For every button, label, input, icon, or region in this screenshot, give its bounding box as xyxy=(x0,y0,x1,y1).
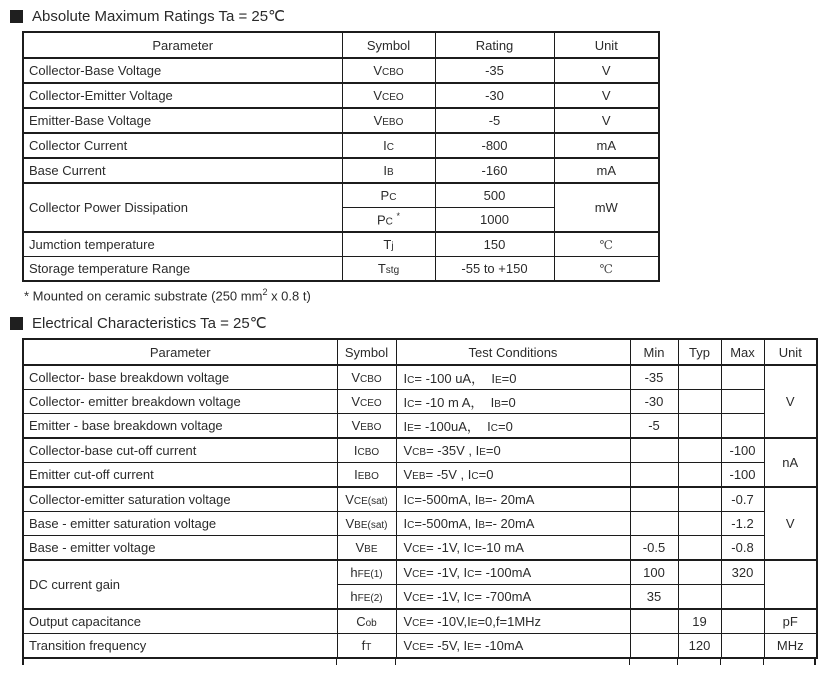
typ-cell xyxy=(678,365,721,390)
param-cell: Collector- emitter breakdown voltage xyxy=(23,390,337,414)
max-cell: -100 xyxy=(721,438,764,463)
min-cell: 35 xyxy=(630,585,678,610)
symbol-cell: IEBO xyxy=(337,463,396,488)
param-cell: Collector-Emitter Voltage xyxy=(23,83,342,108)
max-cell xyxy=(721,414,764,439)
col-header-unit: Unit xyxy=(554,32,659,58)
min-cell: -35 xyxy=(630,365,678,390)
col-header-typ: Typ xyxy=(678,339,721,365)
conditions-cell: VCE= -1V, IC=-10 mA xyxy=(396,536,630,561)
table-row xyxy=(23,536,817,561)
col-header-test-conditions: Test Conditions xyxy=(396,339,630,365)
table-row xyxy=(23,634,817,659)
unit-cell: V xyxy=(764,487,817,560)
param-cell: Transition frequency xyxy=(23,634,337,659)
symbol-cell: VCEO xyxy=(342,83,435,108)
param-cell: Base Current xyxy=(23,158,342,183)
table-row xyxy=(23,414,817,439)
param-cell: Base - emitter voltage xyxy=(23,536,337,561)
param-cell: Collector-Base Voltage xyxy=(23,58,342,83)
amr-section-title xyxy=(10,7,818,25)
absolute-maximum-ratings-table xyxy=(22,31,660,282)
electrical-characteristics-table xyxy=(22,338,818,659)
col-header-symbol: Symbol xyxy=(337,339,396,365)
min-cell xyxy=(630,438,678,463)
ec-title-text: Electrical Characteristics Ta = 25℃ xyxy=(32,315,267,333)
symbol-cell: IC xyxy=(342,133,435,158)
table-row xyxy=(23,83,659,108)
table-row xyxy=(23,390,817,414)
table-row xyxy=(23,463,817,488)
symbol-cell: VCEO xyxy=(337,390,396,414)
unit-cell: ℃ xyxy=(554,257,659,282)
typ-cell xyxy=(678,390,721,414)
conditions-cell: IE= -100uA， IC=0 xyxy=(396,414,630,439)
col-header-parameter: Parameter xyxy=(23,339,337,365)
symbol-cell: fT xyxy=(337,634,396,659)
conditions-cell: VCB= -35V , IE=0 xyxy=(396,438,630,463)
table-row xyxy=(23,183,659,208)
min-cell xyxy=(630,609,678,634)
min-cell: 100 xyxy=(630,560,678,585)
typ-cell xyxy=(678,463,721,488)
param-cell: Collector- base breakdown voltage xyxy=(23,365,337,390)
rating-cell: 500 xyxy=(435,183,554,208)
typ-cell xyxy=(678,536,721,561)
param-cell: DC current gain xyxy=(23,560,337,609)
bullet-square-icon xyxy=(10,10,23,23)
table-row xyxy=(23,609,817,634)
symbol-cell: IB xyxy=(342,158,435,183)
conditions-cell: IC=-500mA, IB=- 20mA xyxy=(396,512,630,536)
typ-cell xyxy=(678,512,721,536)
table-row xyxy=(23,58,659,83)
max-cell xyxy=(721,365,764,390)
table-row xyxy=(23,232,659,257)
ec-section-title xyxy=(10,314,818,332)
param-cell: Collector-emitter saturation voltage xyxy=(23,487,337,512)
max-cell xyxy=(721,585,764,610)
max-cell: 320 xyxy=(721,560,764,585)
amr-title-text: Absolute Maximum Ratings Ta = 25℃ xyxy=(32,8,285,25)
unit-cell: V xyxy=(554,83,659,108)
unit-cell: pF xyxy=(764,609,817,634)
param-cell: Output capacitance xyxy=(23,609,337,634)
unit-cell: V xyxy=(764,365,817,438)
conditions-cell: VEB= -5V , IC=0 xyxy=(396,463,630,488)
min-cell: -30 xyxy=(630,390,678,414)
table-row xyxy=(23,487,817,512)
min-cell xyxy=(630,487,678,512)
max-cell: -1.2 xyxy=(721,512,764,536)
table-row xyxy=(23,133,659,158)
unit-cell: nA xyxy=(764,438,817,487)
unit-cell: mA xyxy=(554,158,659,183)
typ-cell xyxy=(678,560,721,585)
col-header-min: Min xyxy=(630,339,678,365)
table-cropped-row-stubs xyxy=(22,659,816,665)
symbol-cell: VBE xyxy=(337,536,396,561)
max-cell: -100 xyxy=(721,463,764,488)
conditions-cell: IC= -10 m A， IB=0 xyxy=(396,390,630,414)
min-cell xyxy=(630,634,678,659)
conditions-cell: VCE= -1V, IC= -700mA xyxy=(396,585,630,610)
typ-cell xyxy=(678,414,721,439)
max-cell xyxy=(721,609,764,634)
bullet-square-icon xyxy=(10,317,23,330)
max-cell xyxy=(721,634,764,659)
typ-cell xyxy=(678,585,721,610)
typ-cell xyxy=(678,487,721,512)
param-cell: Emitter - base breakdown voltage xyxy=(23,414,337,439)
symbol-cell: VCBO xyxy=(337,365,396,390)
ec-header-row xyxy=(23,339,817,365)
rating-cell: -55 to +150 xyxy=(435,257,554,282)
unit-cell: mW xyxy=(554,183,659,232)
symbol-cell: ICBO xyxy=(337,438,396,463)
rating-cell: -35 xyxy=(435,58,554,83)
rating-cell: -30 xyxy=(435,83,554,108)
col-header-unit: Unit xyxy=(764,339,817,365)
symbol-cell: Tj xyxy=(342,232,435,257)
conditions-cell: IC=-500mA, IB=- 20mA xyxy=(396,487,630,512)
max-cell: -0.8 xyxy=(721,536,764,561)
symbol-cell: VCE(sat) xyxy=(337,487,396,512)
col-header-rating: Rating xyxy=(435,32,554,58)
typ-cell: 19 xyxy=(678,609,721,634)
max-cell: -0.7 xyxy=(721,487,764,512)
param-cell: Base - emitter saturation voltage xyxy=(23,512,337,536)
table-row xyxy=(23,560,817,585)
rating-cell: -800 xyxy=(435,133,554,158)
table-row xyxy=(23,257,659,282)
unit-cell: V xyxy=(554,58,659,83)
col-header-symbol: Symbol xyxy=(342,32,435,58)
symbol-cell: Tstg xyxy=(342,257,435,282)
table-row xyxy=(23,512,817,536)
symbol-cell: hFE(2) xyxy=(337,585,396,610)
param-cell: Storage temperature Range xyxy=(23,257,342,282)
unit-cell xyxy=(764,560,817,609)
conditions-cell: VCE= -5V, IE= -10mA xyxy=(396,634,630,659)
min-cell xyxy=(630,463,678,488)
param-cell: Collector Power Dissipation xyxy=(23,183,342,232)
rating-cell: 150 xyxy=(435,232,554,257)
rating-cell: 1000 xyxy=(435,208,554,233)
param-cell: Emitter-Base Voltage xyxy=(23,108,342,133)
col-header-max: Max xyxy=(721,339,764,365)
min-cell: -5 xyxy=(630,414,678,439)
param-cell: Emitter cut-off current xyxy=(23,463,337,488)
conditions-cell: IC= -100 uA， IE=0 xyxy=(396,365,630,390)
unit-cell: mA xyxy=(554,133,659,158)
min-cell: -0.5 xyxy=(630,536,678,561)
param-cell: Collector Current xyxy=(23,133,342,158)
table-row xyxy=(23,365,817,390)
symbol-cell: PC xyxy=(342,183,435,208)
table-row xyxy=(23,158,659,183)
amr-header-row xyxy=(23,32,659,58)
conditions-cell: VCE= -10V,IE=0,f=1MHz xyxy=(396,609,630,634)
unit-cell: V xyxy=(554,108,659,133)
symbol-cell: VEBO xyxy=(342,108,435,133)
max-cell xyxy=(721,390,764,414)
rating-cell: -160 xyxy=(435,158,554,183)
conditions-cell: VCE= -1V, IC= -100mA xyxy=(396,560,630,585)
rating-cell: -5 xyxy=(435,108,554,133)
symbol-cell: hFE(1) xyxy=(337,560,396,585)
table-row xyxy=(23,438,817,463)
typ-cell: 120 xyxy=(678,634,721,659)
table-row xyxy=(23,108,659,133)
typ-cell xyxy=(678,438,721,463)
min-cell xyxy=(630,512,678,536)
footnote: * Mounted on ceramic substrate (250 $mm^2$ x 0.8 t) xyxy=(24,287,311,304)
unit-cell: ℃ xyxy=(554,232,659,257)
symbol-cell: Cob xyxy=(337,609,396,634)
unit-cell: MHz xyxy=(764,634,817,659)
symbol-cell: PC * xyxy=(342,208,435,233)
param-cell: Jumction temperature xyxy=(23,232,342,257)
symbol-cell: VEBO xyxy=(337,414,396,439)
symbol-cell: VBE(sat) xyxy=(337,512,396,536)
param-cell: Collector-base cut-off current xyxy=(23,438,337,463)
symbol-cell: VCBO xyxy=(342,58,435,83)
col-header-parameter: Parameter xyxy=(23,32,342,58)
